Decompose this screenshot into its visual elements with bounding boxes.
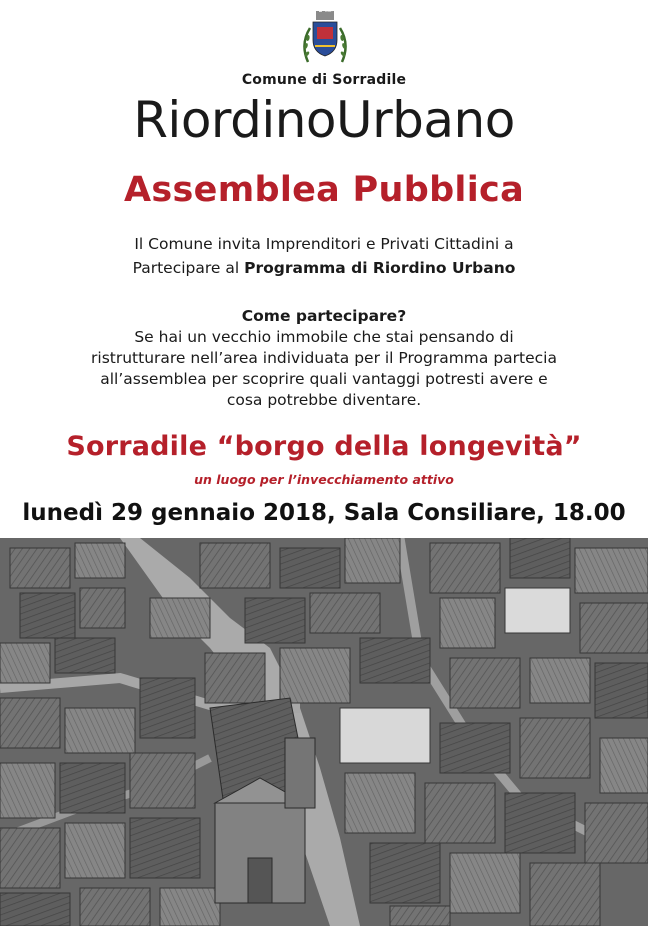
page-title: RiordinoUrbano: [133, 91, 515, 149]
participation-line: cosa potrebbe diventare.: [226, 391, 422, 409]
slogan: Sorradile “borgo della longevità”: [66, 431, 582, 462]
invitation-line: [0, 256, 648, 280]
page-subtitle: Assemblea Pubblica: [124, 170, 524, 210]
invitation-text: [0, 232, 648, 280]
participation-question: Come partecipare?: [241, 307, 407, 325]
program-name: Programma di Riordino Urbano: [244, 259, 516, 277]
participation-section: [0, 306, 648, 411]
tagline: un luogo per l’invecchiamento attivo: [194, 472, 454, 487]
participation-line: all’assemblea per scoprire quali vantaggi potresti avere e: [100, 370, 548, 388]
event-datetime: lunedì 29 gennaio 2018, Sala Consiliare, 18.00: [22, 500, 626, 526]
municipality-name: Comune di Sorradile: [241, 72, 407, 88]
participation-line: ristrutturare nell’area individuata per il Programma partecia: [91, 349, 557, 367]
participation-line: Se hai un vecchio immobile che stai pensando di: [134, 328, 514, 346]
invitation-line: Il Comune invita Imprenditori e Privati Cittadini a: [134, 235, 514, 253]
invitation-prefix: Partecipare al: [132, 259, 245, 277]
municipal-crest-icon: [302, 10, 348, 64]
aerial-town-photo: [0, 538, 648, 926]
